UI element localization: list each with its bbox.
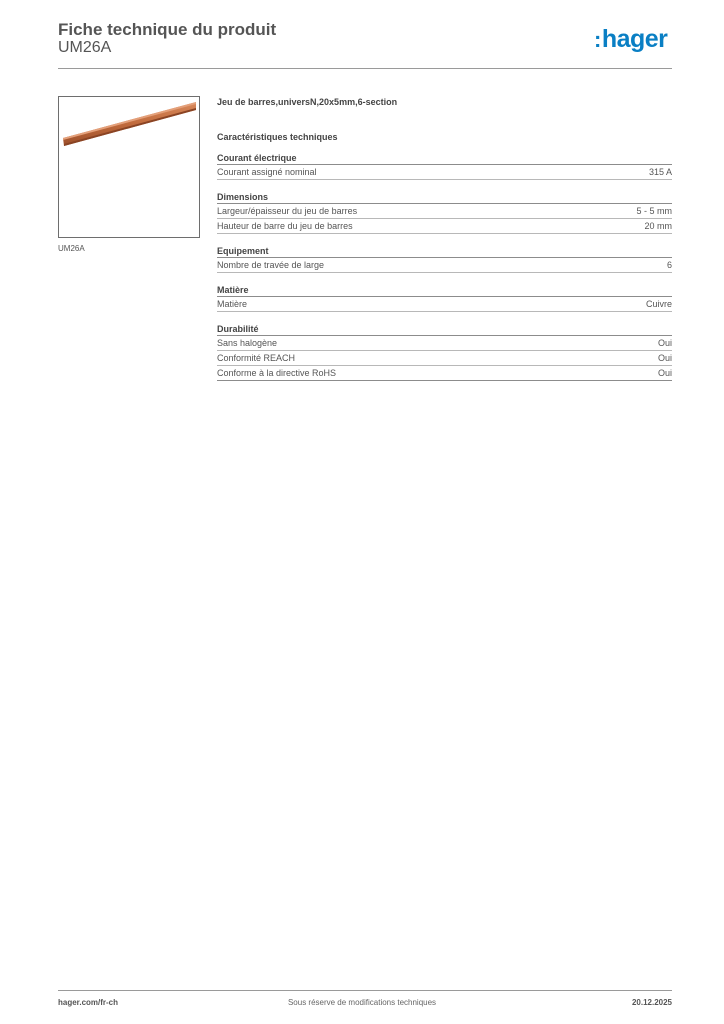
group-title: Durabilité	[217, 323, 672, 336]
website-link[interactable]: hager.com/fr-ch	[58, 998, 119, 1007]
product-image	[58, 96, 200, 238]
spec-group-courant	[217, 152, 672, 180]
spec-label: Sans halogène	[217, 338, 278, 348]
brand-name: hager	[601, 25, 668, 53]
section-heading: Caractéristiques techniques	[217, 132, 338, 142]
spec-label: Conformité REACH	[217, 353, 296, 363]
spec-group-durabilite	[217, 323, 672, 381]
spec-label: Hauteur de barre du jeu de barres	[217, 221, 353, 231]
footer-date: 20.12.2025	[631, 998, 672, 1007]
spec-row	[217, 351, 672, 366]
spec-value: 5 - 5 mm	[636, 206, 672, 216]
footer-disclaimer: Sous réserve de modifications techniques	[287, 998, 437, 1007]
spec-row	[217, 258, 672, 273]
spec-group-matiere	[217, 284, 672, 312]
spec-content	[217, 96, 672, 392]
spec-row	[217, 204, 672, 219]
spec-value: 6	[666, 260, 672, 270]
spec-row	[217, 219, 672, 234]
spec-value: Oui	[657, 353, 672, 363]
spec-row	[217, 165, 672, 180]
group-title: Dimensions	[217, 191, 672, 204]
spec-label: Nombre de travée de large	[217, 260, 325, 270]
spec-group-dimensions	[217, 191, 672, 234]
spec-label: Courant assigné nominal	[217, 167, 317, 177]
copper-busbar-icon	[59, 97, 199, 237]
product-name: Jeu de barres,universN,20x5mm,6-section	[217, 97, 398, 107]
group-title: Courant électrique	[217, 152, 672, 165]
spec-row	[217, 336, 672, 351]
spec-value: Oui	[657, 368, 672, 378]
spec-value: 20 mm	[644, 221, 672, 231]
footer-divider	[58, 990, 672, 991]
spec-value: Cuivre	[645, 299, 672, 309]
spec-value: 315 A	[648, 167, 672, 177]
group-title: Matière	[217, 284, 672, 297]
group-title: Equipement	[217, 245, 672, 258]
spec-value: Oui	[657, 338, 672, 348]
spec-row	[217, 366, 672, 381]
spec-label: Largeur/épaisseur du jeu de barres	[217, 206, 358, 216]
product-code: UM26A	[58, 39, 112, 56]
spec-label: Conforme à la directive RoHS	[217, 368, 337, 378]
page-title: Fiche technique du produit	[58, 20, 277, 39]
spec-row	[217, 297, 672, 312]
spec-label: Matière	[217, 299, 248, 309]
image-caption: UM26A	[58, 244, 85, 253]
header-divider	[58, 68, 672, 69]
spec-group-equipement	[217, 245, 672, 273]
hager-logo: :hager	[594, 25, 668, 53]
